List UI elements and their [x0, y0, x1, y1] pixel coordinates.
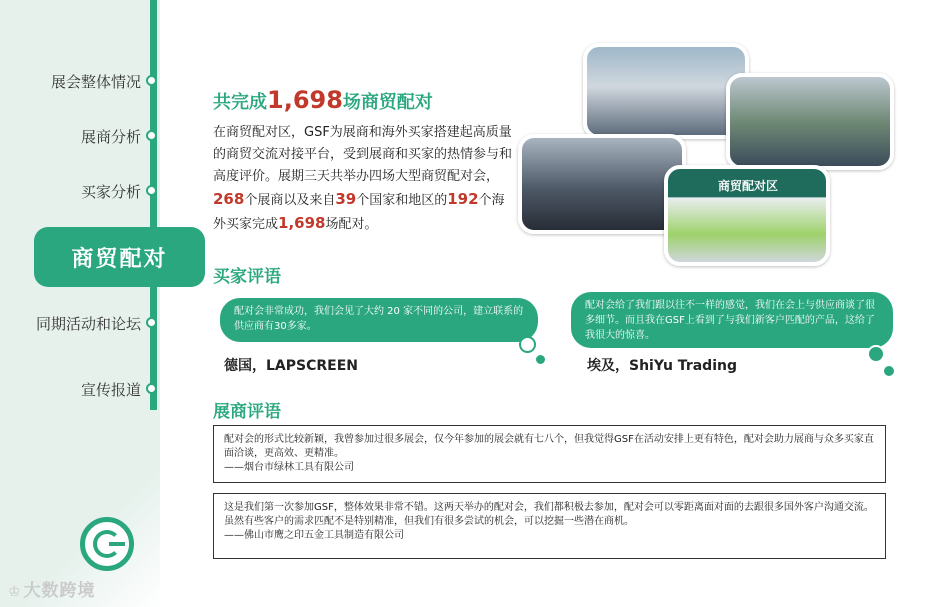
nav-item-buyer-analysis[interactable]: 买家分析 — [80, 183, 141, 201]
intro-text: 在商贸配对区，GSF为展商和海外买家搭建起高质量的商贸交流对接平台，受到展商和买家的热情参与和高度评价。展期三天共举办四场大型商贸配对会， — [213, 125, 513, 184]
intro-text: 个展商以及来自 — [244, 193, 336, 208]
headline — [213, 86, 433, 114]
nav-dot — [146, 383, 157, 394]
exhibitor-review-box — [213, 425, 886, 483]
buyer-reviews-title: 买家评语 — [213, 267, 281, 287]
event-photo — [726, 73, 894, 170]
nav-item-publicity[interactable]: 宣传报道 — [80, 381, 141, 399]
event-photo — [518, 134, 686, 234]
exhibitor-review-signature: ——佛山市鹰之印五金工具制造有限公司 — [224, 530, 404, 541]
exhibitor-reviews-title: 展商评语 — [213, 402, 281, 422]
intro-text: 场配对。 — [325, 217, 378, 232]
buyer-review-bubble: 配对会非常成功，我们会见了大约 20 家不同的公司，建立联系的供应商有30多家。 — [220, 298, 538, 342]
intro-text: 个国家和地区的 — [356, 193, 448, 208]
exhibitor-review-signature: ——烟台市绿林工具有限公司 — [224, 462, 354, 473]
gsf-logo-icon — [80, 517, 134, 571]
nav-item-exhibitor-analysis[interactable]: 展商分析 — [80, 128, 141, 146]
intro-number: 268 — [213, 190, 245, 208]
intro-text: 个海外买家完成 — [213, 193, 505, 232]
watermark-text: 大数跨境 — [23, 581, 96, 601]
intro-number: 39 — [335, 190, 357, 208]
watermark — [8, 576, 96, 601]
event-photo — [583, 43, 749, 139]
bubble-tail-dot — [867, 345, 885, 363]
nav-dot — [146, 130, 157, 141]
intro-paragraph — [213, 122, 513, 236]
exhibitor-review-text: 配对会的形式比较新颖，我曾参加过很多展会，仅今年参加的展会就有七八个，但我觉得GSF在活动安排上更有特色，配对会助力展商与众多买家直面洽谈，更高效、更精准。 — [224, 434, 874, 459]
headline-prefix: 共完成 — [213, 92, 267, 113]
buyer-review-author: 埃及，ShiYu Trading — [587, 358, 737, 374]
bubble-tail-dot — [882, 364, 896, 378]
intro-number: 1,698 — [278, 214, 326, 232]
nav-dot — [146, 75, 157, 86]
buyer-review-bubble: 配对会给了我们跟以往不一样的感觉，我们在会上与供应商谈了很多细节。而且我在GSF上看到了与我们新客户匹配的产品，这给了我很大的惊喜。 — [571, 292, 893, 348]
bubble-tail-dot — [534, 353, 547, 366]
sidebar-rail — [150, 0, 157, 410]
buyer-review-author: 德国，LAPSCREEN — [224, 358, 358, 374]
event-photo — [664, 165, 830, 266]
exhibitor-review-box — [213, 493, 886, 559]
nav-dot — [146, 317, 157, 328]
intro-number: 192 — [447, 190, 479, 208]
exhibitor-review-text: 这是我们第一次参加GSF，整体效果非常不错。这两天举办的配对会，我们都积极去参加，配对会可以零距离面对面的去跟很多国外客户沟通交流。虽然有些客户的需求匹配不是特别精准，但我们有很多尝试的机会，可以挖掘一些潜在商机。 — [224, 502, 874, 527]
bubble-tail-dot — [519, 336, 536, 353]
headline-number: 1,698 — [267, 86, 343, 114]
photo-sign: 商贸配对区 — [718, 179, 779, 193]
headline-suffix: 场商贸配对 — [342, 92, 433, 113]
nav-dot — [146, 185, 157, 196]
nav-item-events-forums[interactable]: 同期活动和论坛 — [35, 315, 141, 333]
watermark-icon: ♔ — [8, 584, 22, 600]
nav-item-overview[interactable]: 展会整体情况 — [50, 73, 141, 91]
nav-item-business-matching-active[interactable]: 商贸配对 — [34, 227, 205, 287]
